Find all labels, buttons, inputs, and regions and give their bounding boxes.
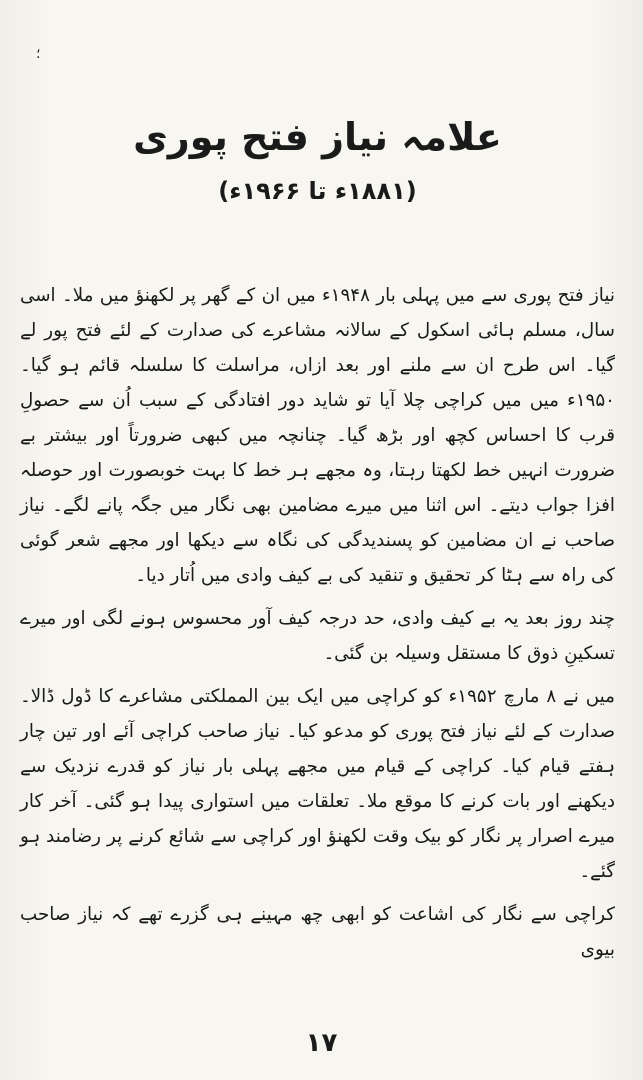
page-number: ۱۷	[305, 1028, 338, 1058]
paragraph: چند روز بعد یہ بے کیف وادی، حد درجہ کیف آور محسوس ہونے لگی اور میرے تسکینِ ذوق کا مستقل وسیلہ بن گئی۔	[20, 608, 615, 664]
paragraph: میں نے ۸ مارچ ۱۹۵۲ء کو کراچی میں ایک بین المملکتی مشاعرے کا ڈول ڈالا۔ صدارت کے لئے نیاز فتح پوری کو مدعو کیا۔ نیاز صاحب کراچی آئے اور تین چار ہفتے قیام کیا۔ کراچی کے قیام میں مجھے پہلی بار نیاز کو قدرے نزدیک سے دیکھنے اور بات کرنے کا موقع ملا۔ تعلقات میں استواری پیدا ہو گئی۔ آخر کار میرے اصرار پر نگار کو بیک وقت لکھنؤ اور کراچی سے شائع کرنے پر رضامند ہو گئے۔	[20, 686, 615, 882]
corner-mark: ؛	[36, 46, 41, 62]
paragraph: نیاز فتح پوری سے میں پہلی بار ۱۹۴۸ء میں ان کے گھر پر لکھنؤ میں ملا۔ اسی سال، مسلم ہائی اسکول کے سالانہ مشاعرے کی صدارت کے لئے فتح پور لے گیا۔ اس طرح ان سے ملنے اور بعد ازاں، مراسلت کا سلسلہ قائم ہو گیا۔ ۱۹۵۰ء میں میں کراچی چلا آیا تو شاید دور افتادگی کے سبب اُن سے حصولِ قرب کا احساس کچھ اور بڑھ گیا۔ چنانچہ میں کبھی ضرورتاً اور بیشتر بے ضرورت انہیں خط لکھتا رہتا، وہ مجھے ہر خط کا بہت خوبصورت اور حوصلہ افزا جواب دیتے۔ اس اثنا میں میرے مضامین بھی نگار میں جگہ پانے لگے۔ نیاز صاحب نے ان مضامین کو پسندیدگی کی نگاہ سے دیکھا اور مجھے شعر گوئی کی راہ سے ہٹا کر تحقیق و تنقید کی بے کیف وادی میں اُتار دیا۔	[20, 285, 615, 586]
article-body	[20, 278, 615, 967]
page-title: علامہ نیاز فتح پوری	[133, 115, 502, 159]
years-range: (۱۸۸۱ء تا ۱۹۶۶ء)	[218, 177, 417, 205]
paragraph: کراچی سے نگار کی اشاعت کو ابھی چھ مہینے ہی گزرے تھے کہ نیاز صاحب بیوی	[20, 904, 615, 960]
